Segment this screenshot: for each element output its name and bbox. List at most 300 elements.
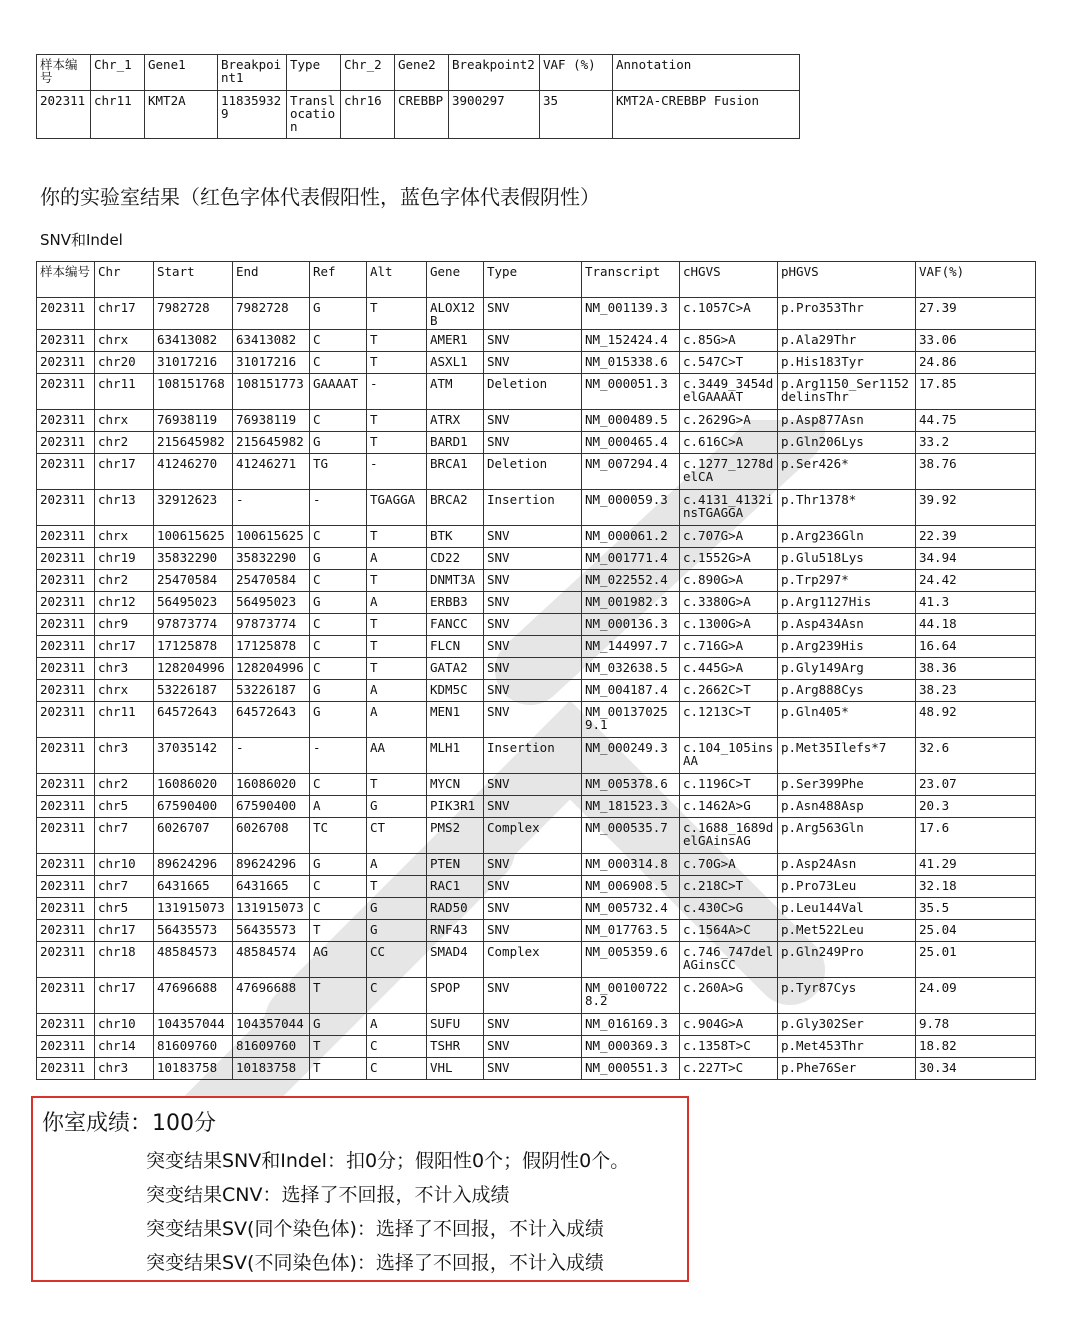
snv-table-cell: TSHR — [427, 1036, 484, 1058]
snv-table-cell: 38.76 — [916, 454, 1036, 490]
snv-table-cell: 202311 — [37, 796, 95, 818]
snv-table-cell: NM_022552.4 — [582, 570, 680, 592]
snv-table-cell: T — [310, 920, 367, 942]
snv-table-cell: T — [367, 658, 427, 680]
snv-table-cell: 39.92 — [916, 490, 1036, 526]
snv-table-cell: p.His183Tyr — [778, 352, 916, 374]
snv-table-cell: c.4131_4132insTGAGGA — [680, 490, 778, 526]
snv-table-cell: SNV — [484, 658, 582, 680]
snv-table-cell: VHL — [427, 1058, 484, 1080]
snv-table-cell: 17125878 — [233, 636, 310, 658]
snv-table-cell: 34.94 — [916, 548, 1036, 570]
snv-table-cell: NM_181523.3 — [582, 796, 680, 818]
snv-table-row — [37, 592, 1036, 614]
snv-table-cell: 33.2 — [916, 432, 1036, 454]
snv-table-cell: 202311 — [37, 454, 95, 490]
snv-table-cell: 56435573 — [233, 920, 310, 942]
snv-table-row — [37, 774, 1036, 796]
snv-table-cell: 38.36 — [916, 658, 1036, 680]
snv-table-cell: FANCC — [427, 614, 484, 636]
snv-table-cell: c.3449_3454delGAAAAT — [680, 374, 778, 410]
snv-table-header-row — [37, 262, 1036, 298]
snv-table-cell: 215645982 — [233, 432, 310, 454]
snv-table-cell: RNF43 — [427, 920, 484, 942]
snv-table-row — [37, 614, 1036, 636]
snv-table-cell: c.1277_1278delCA — [680, 454, 778, 490]
snv-table-cell: 41246270 — [154, 454, 233, 490]
snv-table-row — [37, 570, 1036, 592]
snv-table-cell: 202311 — [37, 330, 95, 352]
snv-table-cell: 18.82 — [916, 1036, 1036, 1058]
snv-table-cell: BRCA1 — [427, 454, 484, 490]
snv-table-cell: 48584573 — [154, 942, 233, 978]
sv-table-cell: 202311 — [37, 91, 91, 139]
snv-table-cell: TGAGGA — [367, 490, 427, 526]
snv-table-cell: 202311 — [37, 298, 95, 330]
snv-table-cell: 6026707 — [154, 818, 233, 854]
snv-table-cell: p.Asp434Asn — [778, 614, 916, 636]
snv-table-cell: C — [310, 636, 367, 658]
snv-table-cell: MYCN — [427, 774, 484, 796]
snv-table-cell: SNV — [484, 978, 582, 1014]
snv-table-cell: chr3 — [95, 1058, 154, 1080]
snv-table-cell: C — [310, 526, 367, 548]
snv-table-cell: 23.07 — [916, 774, 1036, 796]
snv-table-cell: 202311 — [37, 548, 95, 570]
snv-table-cell: c.430C>G — [680, 898, 778, 920]
snv-table-cell: - — [310, 490, 367, 526]
score-line-cnv: 突变结果CNV：选择了不回报，不计入成绩 — [146, 1184, 510, 1206]
snv-table-cell: C — [310, 774, 367, 796]
snv-table-cell: G — [310, 592, 367, 614]
snv-table-cell: SNV — [484, 1058, 582, 1080]
snv-table-cell: ATM — [427, 374, 484, 410]
snv-table-cell: SNV — [484, 854, 582, 876]
snv-table-cell: c.890G>A — [680, 570, 778, 592]
snv-table-cell: NM_000059.3 — [582, 490, 680, 526]
snv-table-cell: NM_000061.2 — [582, 526, 680, 548]
snv-table-cell: 202311 — [37, 1014, 95, 1036]
score-box — [31, 1096, 689, 1282]
snv-table-cell: p.Trp297* — [778, 570, 916, 592]
snv-table-cell: G — [310, 680, 367, 702]
snv-table-cell: NM_000249.3 — [582, 738, 680, 774]
snv-table-cell: 56495023 — [154, 592, 233, 614]
snv-table-cell: 17.85 — [916, 374, 1036, 410]
snv-table-cell: FLCN — [427, 636, 484, 658]
snv-table-cell: 128204996 — [154, 658, 233, 680]
snv-table-cell: SUFU — [427, 1014, 484, 1036]
snv-table-cell: c.2662C>T — [680, 680, 778, 702]
snv-table-cell: MEN1 — [427, 702, 484, 738]
snv-table-cell: p.Gly302Ser — [778, 1014, 916, 1036]
snv-table-cell: c.707G>A — [680, 526, 778, 548]
snv-table-row — [37, 876, 1036, 898]
snv-table-cell: c.104_105insAA — [680, 738, 778, 774]
snv-table-cell: c.2629G>A — [680, 410, 778, 432]
snv-table-cell: NM_005732.4 — [582, 898, 680, 920]
snv-header-cell: pHGVS — [778, 262, 916, 298]
snv-table-cell: c.1688_1689delGAinsAG — [680, 818, 778, 854]
snv-table-cell: RAD50 — [427, 898, 484, 920]
snv-table-cell: 67590400 — [154, 796, 233, 818]
snv-table-cell: NM_001139.3 — [582, 298, 680, 330]
snv-table-cell: AA — [367, 738, 427, 774]
snv-table-cell: NM_001771.4 — [582, 548, 680, 570]
snv-table-cell: G — [367, 898, 427, 920]
snv-table-cell: NM_000314.8 — [582, 854, 680, 876]
snv-table-cell: p.Arg888Cys — [778, 680, 916, 702]
snv-table-cell: Complex — [484, 818, 582, 854]
snv-table-row — [37, 920, 1036, 942]
snv-table-cell: PMS2 — [427, 818, 484, 854]
snv-table-cell: chr5 — [95, 898, 154, 920]
snv-table-cell: CD22 — [427, 548, 484, 570]
snv-indel-table — [36, 261, 1036, 1080]
snv-table-cell: Insertion — [484, 738, 582, 774]
snv-table-cell: chr2 — [95, 570, 154, 592]
snv-table-cell: chr17 — [95, 454, 154, 490]
snv-table-cell: NM_016169.3 — [582, 1014, 680, 1036]
snv-table-cell: A — [367, 548, 427, 570]
snv-table-cell: MLH1 — [427, 738, 484, 774]
snv-table-cell: 32912623 — [154, 490, 233, 526]
snv-table-row — [37, 796, 1036, 818]
snv-table-cell: 25470584 — [154, 570, 233, 592]
snv-table-cell: Insertion — [484, 490, 582, 526]
score-line-snv-indel: 突变结果SNV和Indel：扣0分；假阳性0个；假阴性0个。 — [146, 1150, 630, 1172]
snv-table-cell: G — [310, 702, 367, 738]
snv-table-cell: 202311 — [37, 1036, 95, 1058]
snv-table-cell: 202311 — [37, 818, 95, 854]
snv-table-cell: 16.64 — [916, 636, 1036, 658]
snv-header-cell: VAF(%) — [916, 262, 1036, 298]
snv-table-row — [37, 978, 1036, 1014]
snv-table-cell: 24.86 — [916, 352, 1036, 374]
snv-table-cell: T — [367, 774, 427, 796]
snv-table-cell: GAAAAT — [310, 374, 367, 410]
snv-table-cell: BTK — [427, 526, 484, 548]
snv-table-cell: 202311 — [37, 1058, 95, 1080]
snv-table-cell: c.445G>A — [680, 658, 778, 680]
snv-table-cell: 31017216 — [233, 352, 310, 374]
snv-table-cell: c.227T>C — [680, 1058, 778, 1080]
snv-table-cell: C — [310, 570, 367, 592]
snv-table-cell: NM_000136.3 — [582, 614, 680, 636]
snv-table-cell: C — [310, 876, 367, 898]
snv-table-cell: T — [367, 330, 427, 352]
sv-table-cell: chr11 — [91, 91, 145, 139]
sv-table-cell: 3900297 — [449, 91, 540, 139]
snv-table-cell: T — [367, 614, 427, 636]
snv-table-cell: 108151768 — [154, 374, 233, 410]
snv-table-cell: p.Asp877Asn — [778, 410, 916, 432]
lab-result-title: 你的实验室结果（红色字体代表假阳性，蓝色字体代表假阴性） — [40, 185, 600, 209]
snv-table-cell: G — [310, 548, 367, 570]
snv-table-cell: 202311 — [37, 876, 95, 898]
snv-table-cell: c.85G>A — [680, 330, 778, 352]
snv-table-cell: SNV — [484, 774, 582, 796]
snv-table-row — [37, 942, 1036, 978]
snv-table-cell: 6431665 — [154, 876, 233, 898]
snv-table-cell: BRCA2 — [427, 490, 484, 526]
snv-table-cell: c.1213C>T — [680, 702, 778, 738]
snv-table-cell: 7982728 — [233, 298, 310, 330]
sv-table — [36, 54, 800, 139]
snv-table-cell: C — [367, 1058, 427, 1080]
snv-table-cell: 31017216 — [154, 352, 233, 374]
snv-table-cell: c.70G>A — [680, 854, 778, 876]
snv-table-cell: chr17 — [95, 978, 154, 1014]
snv-table-cell: c.1196C>T — [680, 774, 778, 796]
snv-table-cell: chr2 — [95, 774, 154, 796]
snv-table-cell: C — [310, 658, 367, 680]
snv-table-cell: chr10 — [95, 854, 154, 876]
snv-header-cell: Start — [154, 262, 233, 298]
snv-table-cell: T — [367, 570, 427, 592]
snv-table-cell: p.Phe76Ser — [778, 1058, 916, 1080]
snv-table-cell: NM_000489.5 — [582, 410, 680, 432]
snv-table-cell: 47696688 — [233, 978, 310, 1014]
snv-table-cell: C — [310, 898, 367, 920]
snv-table-cell: SNV — [484, 548, 582, 570]
snv-table-cell: 97873774 — [154, 614, 233, 636]
snv-table-cell: 202311 — [37, 680, 95, 702]
snv-table-cell: 67590400 — [233, 796, 310, 818]
snv-table-cell: NM_000535.7 — [582, 818, 680, 854]
snv-table-row — [37, 818, 1036, 854]
snv-table-row — [37, 1058, 1036, 1080]
snv-table-cell: SMAD4 — [427, 942, 484, 978]
snv-table-cell: NM_000369.3 — [582, 1036, 680, 1058]
snv-table-row — [37, 738, 1036, 774]
snv-table-cell: C — [367, 1036, 427, 1058]
snv-table-cell: 44.75 — [916, 410, 1036, 432]
snv-table-cell: c.1300G>A — [680, 614, 778, 636]
snv-table-row — [37, 526, 1036, 548]
snv-table-cell: c.616C>A — [680, 432, 778, 454]
snv-table-cell: chr5 — [95, 796, 154, 818]
snv-table-cell: 44.18 — [916, 614, 1036, 636]
snv-table-cell: 202311 — [37, 432, 95, 454]
snv-table-cell: BARD1 — [427, 432, 484, 454]
snv-table-cell: 16086020 — [154, 774, 233, 796]
snv-table-cell: 32.18 — [916, 876, 1036, 898]
snv-table-cell: 202311 — [37, 374, 95, 410]
snv-table-cell: 76938119 — [154, 410, 233, 432]
snv-table-cell: T — [367, 876, 427, 898]
snv-table-row — [37, 1036, 1036, 1058]
sv-header-cell: 样本编号 — [37, 55, 91, 91]
snv-table-cell: TG — [310, 454, 367, 490]
snv-table-row — [37, 298, 1036, 330]
snv-table-cell: 37035142 — [154, 738, 233, 774]
snv-table-cell: 100615625 — [233, 526, 310, 548]
snv-table-cell: SNV — [484, 592, 582, 614]
snv-table-cell: c.1462A>G — [680, 796, 778, 818]
snv-table-cell: chr17 — [95, 920, 154, 942]
snv-table-cell: c.1358T>C — [680, 1036, 778, 1058]
snv-table-row — [37, 432, 1036, 454]
snv-table-cell: 202311 — [37, 920, 95, 942]
snv-table-cell: SNV — [484, 570, 582, 592]
snv-table-cell: chr17 — [95, 636, 154, 658]
snv-table-cell: c.716G>A — [680, 636, 778, 658]
snv-table-cell: SNV — [484, 680, 582, 702]
snv-table-cell: DNMT3A — [427, 570, 484, 592]
sv-header-cell: VAF (%) — [540, 55, 613, 91]
snv-table-cell: A — [367, 592, 427, 614]
snv-table-cell: NM_001370259.1 — [582, 702, 680, 738]
score-line-sv-same-chromosome: 突变结果SV(同个染色体)：选择了不回报，不计入成绩 — [146, 1218, 604, 1240]
snv-table-cell: - — [367, 374, 427, 410]
snv-table-cell: Deletion — [484, 454, 582, 490]
snv-table-cell: 27.39 — [916, 298, 1036, 330]
snv-table-cell: T — [367, 432, 427, 454]
snv-table-cell: C — [310, 614, 367, 636]
snv-table-cell: 6431665 — [233, 876, 310, 898]
sv-header-cell: Breakpoint1 — [218, 55, 287, 91]
snv-table-cell: 25.01 — [916, 942, 1036, 978]
snv-table-cell: G — [310, 298, 367, 330]
snv-table-cell: p.Glu518Lys — [778, 548, 916, 570]
snv-table-cell: 202311 — [37, 636, 95, 658]
snv-table-cell: c.746_747delAGinsCC — [680, 942, 778, 978]
snv-table-cell: 7982728 — [154, 298, 233, 330]
snv-table-cell: chrx — [95, 680, 154, 702]
snv-table-cell: T — [367, 298, 427, 330]
snv-table-cell: chr10 — [95, 1014, 154, 1036]
snv-table-cell: p.Gln405* — [778, 702, 916, 738]
snv-table-cell: A — [367, 680, 427, 702]
snv-table-cell: - — [310, 738, 367, 774]
snv-table-row — [37, 702, 1036, 738]
snv-table-cell: 202311 — [37, 592, 95, 614]
snv-table-cell: NM_005359.6 — [582, 942, 680, 978]
snv-table-cell: AMER1 — [427, 330, 484, 352]
snv-table-cell: 202311 — [37, 410, 95, 432]
snv-table-cell: 202311 — [37, 854, 95, 876]
snv-table-cell: chr7 — [95, 876, 154, 898]
snv-table-cell: 22.39 — [916, 526, 1036, 548]
snv-table-cell: chr18 — [95, 942, 154, 978]
snv-table-cell: NM_000551.3 — [582, 1058, 680, 1080]
snv-table-cell: 53226187 — [154, 680, 233, 702]
snv-table-cell: NM_005378.6 — [582, 774, 680, 796]
snv-table-cell: Complex — [484, 942, 582, 978]
snv-table-row — [37, 330, 1036, 352]
snv-table-cell: G — [367, 920, 427, 942]
snv-table-cell: 89624296 — [154, 854, 233, 876]
snv-table-cell: C — [310, 330, 367, 352]
snv-table-cell: p.Pro353Thr — [778, 298, 916, 330]
snv-table-cell: 17125878 — [154, 636, 233, 658]
snv-table-cell: SNV — [484, 298, 582, 330]
snv-header-cell: 样本编号 — [37, 262, 95, 298]
snv-table-cell: p.Tyr87Cys — [778, 978, 916, 1014]
snv-table-cell: 25.04 — [916, 920, 1036, 942]
snv-table-cell: SNV — [484, 920, 582, 942]
snv-table-cell: chr19 — [95, 548, 154, 570]
snv-table-cell: SNV — [484, 526, 582, 548]
snv-table-cell: PTEN — [427, 854, 484, 876]
snv-table-cell: NM_152424.4 — [582, 330, 680, 352]
snv-table-cell: RAC1 — [427, 876, 484, 898]
sv-header-cell: Gene1 — [145, 55, 218, 91]
snv-table-cell: 202311 — [37, 614, 95, 636]
snv-table-cell: c.1564A>C — [680, 920, 778, 942]
snv-table-cell: SNV — [484, 614, 582, 636]
snv-table-cell: 97873774 — [233, 614, 310, 636]
snv-table-cell: T — [367, 636, 427, 658]
sv-table-header-row — [37, 55, 800, 91]
snv-table-cell: 38.23 — [916, 680, 1036, 702]
snv-table-cell: c.1057C>A — [680, 298, 778, 330]
snv-table-cell: p.Gln206Lys — [778, 432, 916, 454]
snv-table-cell: GATA2 — [427, 658, 484, 680]
snv-table-cell: c.260A>G — [680, 978, 778, 1014]
snv-table-cell: NM_017763.5 — [582, 920, 680, 942]
snv-table-cell: C — [310, 352, 367, 374]
snv-table-cell: chr11 — [95, 374, 154, 410]
snv-table-cell: PIK3R1 — [427, 796, 484, 818]
snv-table-cell: SNV — [484, 1036, 582, 1058]
snv-table-cell: 41.29 — [916, 854, 1036, 876]
snv-table-cell: p.Thr1378* — [778, 490, 916, 526]
snv-table-cell: Deletion — [484, 374, 582, 410]
snv-table-cell: 48584574 — [233, 942, 310, 978]
snv-table-cell: 202311 — [37, 898, 95, 920]
sv-table-cell: chr16 — [341, 91, 395, 139]
snv-table-row — [37, 490, 1036, 526]
snv-table-cell: SNV — [484, 636, 582, 658]
snv-table-cell: p.Asn488Asp — [778, 796, 916, 818]
snv-table-cell: c.3380G>A — [680, 592, 778, 614]
snv-table-cell: chr9 — [95, 614, 154, 636]
snv-table-cell: A — [310, 796, 367, 818]
snv-table-row — [37, 636, 1036, 658]
snv-table-cell: 17.6 — [916, 818, 1036, 854]
snv-table-row — [37, 854, 1036, 876]
snv-table-row — [37, 374, 1036, 410]
snv-table-cell: 64572643 — [154, 702, 233, 738]
snv-table-cell: 100615625 — [154, 526, 233, 548]
snv-table-cell: 48.92 — [916, 702, 1036, 738]
snv-table-cell: p.Leu144Val — [778, 898, 916, 920]
snv-table-cell: AG — [310, 942, 367, 978]
snv-table-cell: p.Gly149Arg — [778, 658, 916, 680]
snv-table-cell: T — [367, 410, 427, 432]
snv-table-cell: SNV — [484, 796, 582, 818]
snv-table-cell: ALOX12B — [427, 298, 484, 330]
snv-table-cell: 202311 — [37, 774, 95, 796]
snv-table-cell: NM_001007228.2 — [582, 978, 680, 1014]
snv-table-cell: chr3 — [95, 738, 154, 774]
snv-table-cell: chrx — [95, 526, 154, 548]
snv-table-row — [37, 410, 1036, 432]
snv-table-cell: 131915073 — [154, 898, 233, 920]
snv-table-cell: NM_006908.5 — [582, 876, 680, 898]
snv-table-cell: T — [367, 526, 427, 548]
snv-table-cell: T — [310, 1036, 367, 1058]
sv-header-cell: Annotation — [613, 55, 800, 91]
snv-table-cell: p.Arg236Gln — [778, 526, 916, 548]
snv-table-cell: SNV — [484, 352, 582, 374]
snv-table-cell: SNV — [484, 898, 582, 920]
snv-table-cell: chr13 — [95, 490, 154, 526]
snv-table-cell: p.Gln249Pro — [778, 942, 916, 978]
snv-table-cell: ASXL1 — [427, 352, 484, 374]
